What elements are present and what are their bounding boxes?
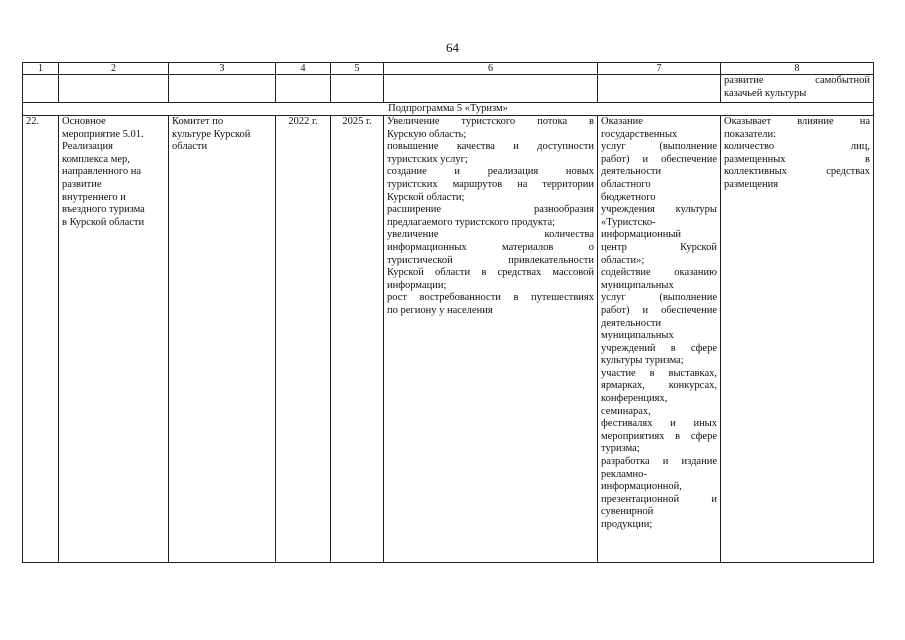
empty-cell (598, 75, 721, 103)
impact-cell (721, 116, 874, 563)
program-table (22, 62, 874, 563)
text-line: предлагаемого туристского продукта; (387, 216, 556, 228)
text-line: учреждения культуры (601, 204, 717, 216)
text-line: Курской области; (387, 191, 465, 203)
text-line: развитие самобытной (724, 75, 870, 86)
text-line: области»; (601, 254, 645, 266)
text-line: участие в выставках, (601, 367, 717, 379)
text-line: Курской области в средствах массовой (387, 267, 594, 279)
empty-cell (169, 75, 276, 103)
table-row (23, 116, 874, 563)
text-line: казачьей культуры (724, 87, 807, 99)
text-line: туристической привлекательности (387, 254, 594, 266)
text-line: размещенных в (724, 153, 870, 165)
text-line: рекламно- (601, 468, 647, 480)
text-line: информационный (601, 229, 682, 241)
text-line: деятельности (601, 317, 662, 329)
text-line: внутреннего и (62, 191, 126, 203)
text-line: информации; (387, 279, 447, 291)
text-line: информационных материалов о (387, 241, 594, 253)
start-year: 2022 г. (276, 116, 331, 563)
row-number: 22. (23, 116, 59, 563)
text-line: центр Курской (601, 241, 717, 253)
executor-cell (169, 116, 276, 563)
results-cell (384, 116, 598, 563)
text-line: деятельности (601, 166, 662, 178)
column-number: 8 (721, 63, 874, 75)
text-line: содействие оказанию (601, 267, 717, 279)
text-line: туристских услуг; (387, 153, 468, 165)
column-number: 2 (59, 63, 169, 75)
text-line: Оказание (601, 116, 643, 127)
text-line: Основное (62, 116, 106, 127)
text-line: «Туристско- (601, 216, 656, 228)
text-line: работ) и обеспечение (601, 153, 717, 165)
text-line: повышение качества и доступности (387, 141, 594, 153)
text-line: комплекса мер, (62, 153, 130, 165)
text-line: услуг (выполнение (601, 141, 717, 153)
column-number: 7 (598, 63, 721, 75)
text-line: бюджетного (601, 191, 656, 203)
text-line: в Курской области (62, 216, 145, 228)
text-line: работ) и обеспечение (601, 304, 717, 316)
text-line: Оказывает влияние на (724, 116, 870, 127)
text-line: Реализация (62, 141, 113, 153)
text-line: областного (601, 178, 651, 190)
continuation-cell (721, 75, 874, 103)
text-line: презентационной и (601, 493, 717, 505)
empty-cell (276, 75, 331, 103)
column-number: 1 (23, 63, 59, 75)
text-line: мероприятиях в сфере (601, 430, 717, 442)
subprogram-row (23, 103, 874, 116)
text-line: коллективных средствах (724, 166, 870, 178)
text-line: создание и реализация новых (387, 166, 594, 178)
empty-cell (59, 75, 169, 103)
text-line: муниципальных (601, 330, 674, 342)
text-line: семинарах, (601, 405, 651, 417)
empty-cell (23, 75, 59, 103)
text-line: по региону у населения (387, 304, 493, 316)
text-line: культуре Курской (172, 128, 251, 140)
activities-cell (598, 116, 721, 563)
text-line: фестивалях и иных (601, 418, 717, 430)
text-line: количество лиц, (724, 141, 870, 153)
text-line: увеличение количества (387, 229, 594, 241)
text-line: информационной, (601, 481, 682, 493)
measure-cell (59, 116, 169, 563)
column-number: 5 (331, 63, 384, 75)
text-line: услуг (выполнение (601, 292, 717, 304)
text-line: расширение разнообразия (387, 204, 594, 216)
text-line: Курскую область; (387, 128, 467, 140)
column-number: 4 (276, 63, 331, 75)
text-line: учреждений в сфере (601, 342, 717, 354)
empty-cell (331, 75, 384, 103)
text-line: Комитет по (172, 116, 224, 127)
text-line: Увеличение туристского потока в (387, 116, 594, 127)
page-number: 64 (446, 40, 459, 55)
text-line: туризма; (601, 443, 640, 455)
text-line: государственных (601, 128, 678, 140)
text-line: культуры туризма; (601, 355, 684, 367)
text-line: конференциях, (601, 393, 668, 405)
empty-cell (384, 75, 598, 103)
text-line: разработка и издание (601, 456, 717, 468)
text-line: продукции; (601, 519, 653, 530)
text-line: области (172, 141, 208, 153)
text-line: развитие (62, 178, 102, 190)
continuation-row (23, 75, 874, 103)
text-line: ярмарках, конкурсах, (601, 380, 717, 392)
subprogram-title: Подпрограмма 5 «Туризм» (23, 103, 874, 116)
column-number-row (23, 63, 874, 75)
text-line: показатели: (724, 128, 777, 140)
text-line: размещения (724, 178, 779, 190)
end-year: 2025 г. (331, 116, 384, 563)
text-line: направленного на (62, 166, 142, 178)
text-line: муниципальных (601, 279, 674, 291)
text-line: туристских маршрутов на территории (387, 178, 594, 190)
text-line: рост востребованности в путешествиях (387, 292, 594, 304)
text-line: сувенирной (601, 506, 654, 518)
column-number: 3 (169, 63, 276, 75)
text-line: въездного туризма (62, 204, 145, 216)
text-line: мероприятие 5.01. (62, 128, 144, 140)
column-number: 6 (384, 63, 598, 75)
